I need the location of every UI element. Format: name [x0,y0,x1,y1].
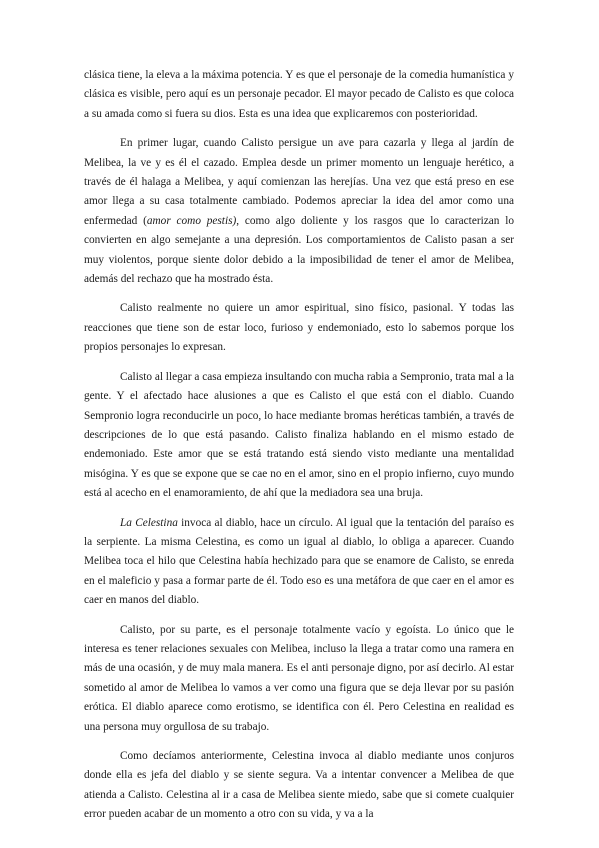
text-run: Calisto realmente no quiere un amor espiritual, sino físico, pasional. Y todas las reacciones que tiene son de estar loco, furioso y endemoniado, esto lo sabemos porque los propios personajes lo expresan. [84,302,514,354]
text-run: clásica tiene, la eleva a la máxima potencia. Y es que el personaje de la comedia humanística y clásica es visible, pero aquí es un personaje pecador. El mayor pecado de Calisto es que coloca a su amada como si fuera su dios. Esta es una idea que explicaremos con posterioridad. [84,69,514,120]
text-run: Calisto al llegar a casa empieza insultando con mucha rabia a Sempronio, trata mal a la gente. Y el afectado hace alusiones a que es Calisto el que está con el diablo. Cuando Sempronio logra reconducirle un poco, lo hace mediante bromas heréticas también, a través de descripciones de lo que está pasando. Calisto finaliza hablando en el mismo estado de endemoniado. Este amor que se está tratando está siendo visto mediante una mentalidad misógina. Y es que se expone que se cae no en el amor, sino en el propio infierno, cuyo mundo está al acecho en el enamoramiento, de ahí que la mediadora sea una bruja. [84,370,514,500]
italic-text-run: La Celestina [120,516,178,529]
paragraph [84,299,514,357]
body-text [84,66,514,825]
text-run: invoca al diablo, hace un círculo. Al igual que la tentación del paraíso es la serpiente. La misma Celestina, es como un igual al diablo, lo obliga a aparecer. Cuando Melibea toca el hilo que Celestina había hechizado para que se enamore de Calisto, se enreda en el maleficio y pasa a formar parte de él. Todo eso es una metáfora de que caer en el amor es caer en manos del diablo. [84,516,514,607]
paragraph [84,134,514,289]
text-run: Como decíamos anteriormente, Celestina invoca al diablo mediante unos conjuros donde ella es jefa del diablo y se siente segura. Va a intentar convencer a Melibea de que atienda a Calisto. Celestina al ir a casa de Melibea siente miedo, sabe que si comete cualquier error pueden acabar de un momento a otro con su vida, y va a la [84,750,514,821]
text-run: , como algo doliente y los rasgos que lo caracterizan lo convierten en algo semejante a una depresión. Los comportamientos de Calisto pasan a ser muy violentos, porque siente dolor debido a la imposibilidad de tener el amor de Melibea, además del rechazo que ha mostrado ésta. [84,214,514,286]
paragraph [84,66,514,124]
paragraph [84,621,514,737]
italic-text-run: amor como pestis) [146,214,237,227]
paragraph [84,747,514,825]
text-run: Calisto, por su parte, es el personaje totalmente vacío y egoísta. Lo único que le interesa es tener relaciones sexuales con Melibea, incluso la llega a tratar como una ramera en más de una ocasión, y de muy mala manera. Es el anti personaje digno, por así decirlo. Al estar sometido al amor de Melibea lo vamos a ver como una figura que se deja llevar por su pasión erótica. El diablo aparece como erotismo, se identifica con él. Pero Celestina en realidad es una persona muy orgullosa de su trabajo. [84,623,514,733]
text-run: En primer lugar, cuando Calisto persigue un ave para cazarla y llega al jardín de Melibea, la ve y es él el cazado. Emplea desde un primer momento un lenguaje herético, a través de él halaga a Melibea, y aquí comienzan las herejías. Una vez que está preso en ese amor llega a su casa totalmente cambiado. Podemos apreciar la idea del amor como una enfermedad ( [84,137,514,227]
paragraph [84,514,514,611]
paragraph [84,368,514,504]
